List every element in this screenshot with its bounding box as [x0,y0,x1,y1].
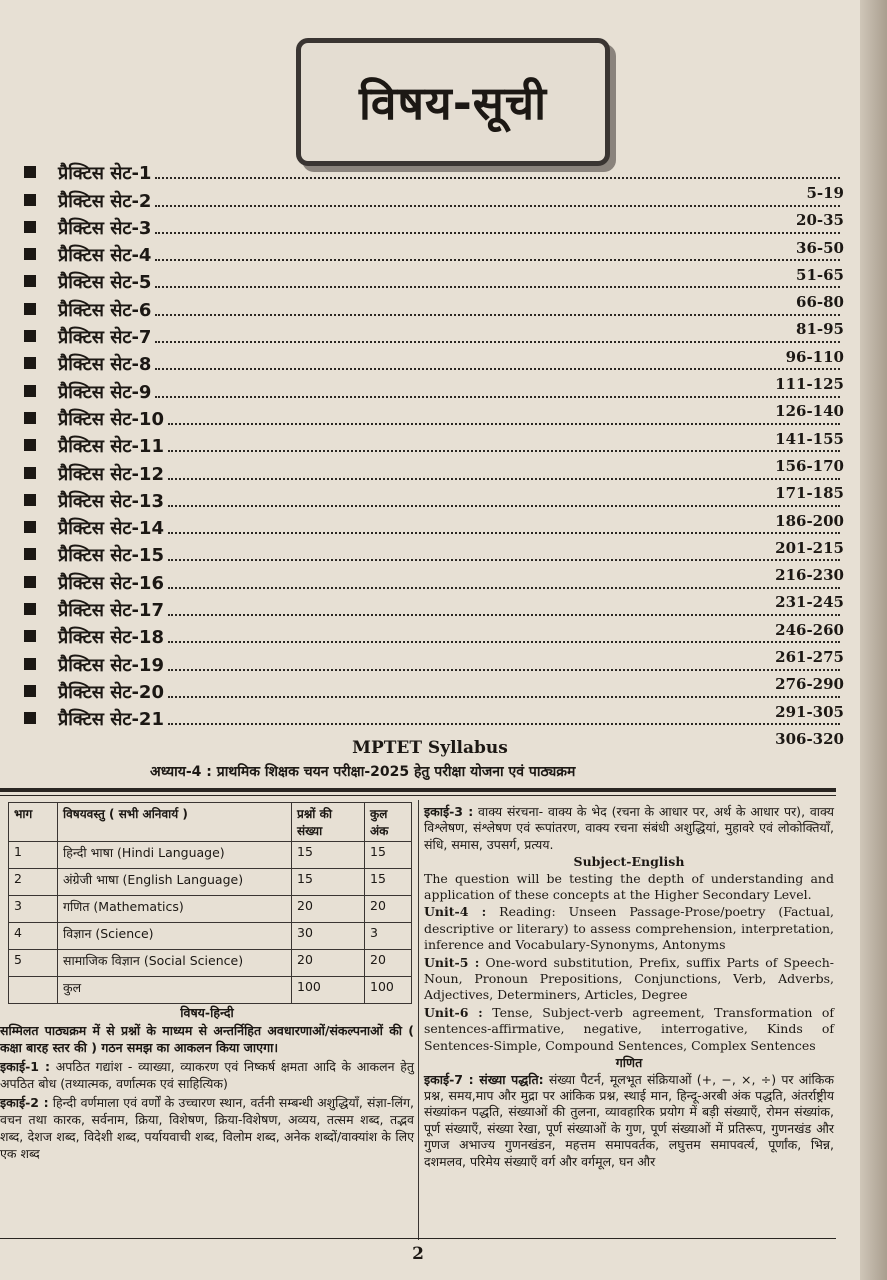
unit-3 [424,804,834,853]
toc-entry-label: प्रैक्टिस सेट-5 [58,272,152,294]
toc-page-range: 306-320 [775,729,844,748]
unit-1-text: अपठित गद्यांश - व्याख्या, व्याकरण एवं निष्कर्ष क्षमता आदि के आकलन हेतु अपठित बोध (तथ्यात्मक, वर्णात्मक एवं साहित्यिक) [0,1059,414,1091]
table-header-cell: भाग [9,803,58,842]
toc-page-range: 186-200 [775,511,844,530]
english-intro: The question will be testing the depth of understanding and application of these concepts at the Higher Secondary Level. [424,870,834,903]
table-row [9,896,412,923]
toc-leader-dots [168,641,840,643]
table-row [9,869,412,896]
square-bullet-icon [24,357,36,369]
divider-thick [0,788,836,792]
unit-1 [0,1058,414,1092]
toc-leader-dots [155,368,840,370]
table-cell: 100 [292,977,365,1004]
toc-entry-label: प्रैक्टिस सेट-11 [58,436,164,458]
unit-2-label: इकाई-2 : [0,1095,49,1110]
toc-entry-label: प्रैक्टिस सेट-13 [58,490,164,512]
toc-entry-label: प्रैक्टिस सेट-4 [58,245,152,267]
square-bullet-icon [24,548,36,560]
square-bullet-icon [24,630,36,642]
toc-leader-dots [168,505,840,507]
square-bullet-icon [24,275,36,287]
exam-scheme-table [8,802,412,1004]
syllabus-title: MPTET Syllabus [352,738,508,758]
table-row [9,842,412,869]
toc-leader-dots [168,478,840,480]
table-cell: 15 [365,869,412,896]
toc-entry-label: प्रैक्टिस सेट-7 [58,327,152,349]
toc-page-range: 20-35 [796,211,844,230]
toc-entry-label: प्रैक्टिस सेट-15 [58,545,164,567]
table-cell [9,977,58,1004]
toc-leader-dots [168,559,840,561]
toc-entry-label: प्रैक्टिस सेट-2 [58,190,152,212]
toc-leader-dots [168,614,840,616]
toc-page-range: 276-290 [775,675,844,694]
toc-page-range: 156-170 [775,456,844,475]
toc-entry-label: प्रैक्टिस सेट-20 [58,681,164,703]
unit-1-label: इकाई-1 : [0,1059,51,1074]
toc-leader-dots [168,723,840,725]
toc-entry-label: प्रैक्टिस सेट-19 [58,654,164,676]
toc-page-range: 291-305 [775,702,844,721]
footer-divider [0,1238,836,1239]
table-cell: 15 [292,869,365,896]
square-bullet-icon [24,385,36,397]
unit-4-text: Reading: Unseen Passage-Prose/poetry (Factual, descriptive or literary) to assess comprehension, interpretation, inference and Vocabulary-Synonyms, Antonyms [424,904,834,953]
square-bullet-icon [24,658,36,670]
table-cell: कुल [58,977,292,1004]
square-bullet-icon [24,330,36,342]
toc-leader-dots [155,396,840,398]
column-divider [418,800,419,1240]
table-header-cell: विषयवस्तु ( सभी अनिवार्य ) [58,803,292,842]
square-bullet-icon [24,685,36,697]
table-header-row [9,803,412,842]
unit-7-label: इकाई-7 : संख्या पद्धति: [424,1071,544,1087]
toc-page-range: 126-140 [775,402,844,421]
table-cell: विज्ञान (Science) [58,923,292,950]
toc-entry-label: प्रैक्टिस सेट-18 [58,627,164,649]
table-cell: गणित (Mathematics) [58,896,292,923]
toc-entry-label: प्रैक्टिस सेट-6 [58,299,152,321]
toc-leader-dots [155,259,840,261]
toc-page-range: 141-155 [775,429,844,448]
toc-leader-dots [155,341,840,343]
toc-page-range: 261-275 [775,648,844,667]
unit-2 [0,1094,414,1162]
unit-2-text: हिन्दी वर्णमाला एवं वर्णों के उच्चारण स्थान, वर्तनी सम्बन्धी अशुद्धियाँ, संज्ञा-लिंग, वचन तथा कारक, सर्वनाम, क्रिया, विशेषण, क्रिया-विशेषण, अव्यय, तत्सम शब्द, तद्भव शब्द, देशज शब्द, विदेशी शब्द, पर्यायवाची शब्द, विलोम शब्द, अनेक शब्दों/वाक्यांश के लिए एक शब्द [0,1095,414,1161]
unit-6-label: Unit-6 : [424,1004,483,1020]
toc-page-range: 111-125 [775,375,844,394]
square-bullet-icon [24,221,36,233]
toc-page-range: 66-80 [796,293,844,312]
next-page-edge [860,0,887,1280]
toc-page-range: 5-19 [806,184,844,202]
toc-entry-label: प्रैक्टिस सेट-1 [58,163,152,185]
square-bullet-icon [24,439,36,451]
table-cell: 3 [9,896,58,923]
table-cell: 30 [292,923,365,950]
toc-entry-label: प्रैक्टिस सेट-10 [58,408,164,430]
table-cell: 15 [365,842,412,869]
unit-3-text: वाक्य संरचना- वाक्य के भेद (रचना के आधार पर, अर्थ के आधार पर), वाक्य विश्लेषण, संश्लेषण एवं रूपांतरण, वाक्य रचना संबंधी अशुद्धियां, मुहावरे एवं लोकोक्तियाँ, संधि, समास, उपसर्ग, प्रत्यय. [424,804,834,852]
unit-5-text: One-word substitution, Prefix, suffix Parts of Speech-Noun, Pronoun Prepositions, Conjunctions, Verb, Adverbs, Adjectives, Determiners, Articles, Degree [424,954,834,1003]
toc-entry-label: प्रैक्टिस सेट-14 [58,518,164,540]
toc-entry-label: प्रैक्टिस सेट-21 [58,709,164,731]
table-cell: 20 [365,950,412,977]
square-bullet-icon [24,712,36,724]
unit-4-label: Unit-4 : [424,904,487,920]
square-bullet-icon [24,166,36,178]
toc-leader-dots [155,286,840,288]
square-bullet-icon [24,412,36,424]
toc-entry-label: प्रैक्टिस सेट-12 [58,463,164,485]
toc-entry-label: प्रैक्टिस सेट-17 [58,600,164,622]
unit-7 [424,1072,834,1170]
square-bullet-icon [24,494,36,506]
square-bullet-icon [24,521,36,533]
table-cell: हिन्दी भाषा (Hindi Language) [58,842,292,869]
table-cell: 4 [9,923,58,950]
toc-leader-dots [168,669,840,671]
unit-5 [424,955,834,1004]
syllabus-right-column [424,804,834,1171]
table-cell: 3 [365,923,412,950]
table-cell: 20 [292,896,365,923]
toc-page-range: 246-260 [775,620,844,639]
toc-page-range: 216-230 [775,566,844,585]
divider-thin [0,795,836,796]
toc-leader-dots [155,314,840,316]
toc-leader-dots [168,450,840,452]
table-cell: 20 [292,950,365,977]
unit-4 [424,904,834,953]
contents-title-box [296,38,610,166]
unit-6 [424,1005,834,1054]
toc-leader-dots [168,423,840,425]
square-bullet-icon [24,248,36,260]
table-row [9,950,412,977]
table-header-cell: कुल अंक [365,803,412,842]
toc-leader-dots [168,532,840,534]
toc-leader-dots [155,177,840,179]
hindi-subject-heading: विषय-हिन्दी [180,1005,234,1020]
square-bullet-icon [24,194,36,206]
table-cell: 20 [365,896,412,923]
page-number: 2 [412,1244,424,1264]
unit-5-label: Unit-5 : [424,954,480,970]
square-bullet-icon [24,603,36,615]
square-bullet-icon [24,303,36,315]
hindi-intro: सम्मिलत पाठ्यक्रम में से प्रश्नों के माध्यम से अन्तर्निहित अवधारणाओं/संकल्पनाओं की ( कक्षा बारह स्तर की ) गठन समझ का आकलन किया जाएगा। [0,1023,414,1055]
table-row [9,977,412,1004]
toc-leader-dots [168,587,840,589]
table-cell: 5 [9,950,58,977]
table-row [9,923,412,950]
toc-page-range: 36-50 [796,238,844,257]
toc-leader-dots [155,232,840,234]
table-cell: 2 [9,869,58,896]
english-subject-heading: Subject-English [573,854,685,870]
toc-page-range: 201-215 [775,538,844,557]
toc-page-range: 96-110 [785,347,844,366]
toc-page-range: 171-185 [775,484,844,503]
math-subject-heading: गणित [615,1055,643,1071]
hindi-syllabus-column [0,1004,414,1164]
toc-leader-dots [155,205,840,207]
square-bullet-icon [24,467,36,479]
toc-page-range: 51-65 [796,265,844,284]
toc-page-range: 231-245 [775,593,844,612]
toc-page-range: 81-95 [796,320,844,339]
table-cell: 100 [365,977,412,1004]
table-cell: 15 [292,842,365,869]
unit-7-text: संख्या पैटर्न, मूलभूत संक्रियाओं (+, −, ×, ÷) पर आंकिक प्रश्न, समय,माप और मुद्रा पर आंकिक प्रश्न, स्थाई मान, हिन्दू-अरबी अंक पद्धति, अंतर्राष्ट्रीय संख्यांकन पद्धति, संख्याओं की तुलना, व्यावहारिक प्रयोग में बड़ी संख्याएँ, रोमन संख्यांक, पूर्ण संख्याएँ, संख्या रेखा, पूर्ण संख्याओं के गुण, पूर्ण संख्याओं में प्रतिरूप, गुणनखंड और गुणज अभाज्य गुणनखंडन, महत्तम समापवर्तक, लघुत्तम समापवर्त्य, पूर्णांक, भिन्न, दशमलव, परिमेय संख्याएँ वर्ग और वर्गमूल, घन और [424,1071,834,1169]
toc-entry-label: प्रैक्टिस सेट-3 [58,217,152,239]
chapter-heading: अध्याय-4 : प्राथमिक शिक्षक चयन परीक्षा-2025 हेतु परीक्षा योजना एवं पाठ्यक्रम [150,764,576,780]
toc-entry-label: प्रैक्टिस सेट-16 [58,572,164,594]
contents-title: विषय-सूची [358,76,548,130]
table-cell: अंग्रेजी भाषा (English Language) [58,869,292,896]
square-bullet-icon [24,576,36,588]
toc-entry-label: प्रैक्टिस सेट-9 [58,381,152,403]
table-cell: सामाजिक विज्ञान (Social Science) [58,950,292,977]
unit-3-label: इकाई-3 : [424,804,474,819]
table-header-cell: प्रश्नों की संख्या [292,803,365,842]
unit-6-text: Tense, Subject-verb agreement, Transformation of sentences-affirmative, negative, interrogative, Kinds of Sentences-Simple, Compound Sentences, Complex Sentences [424,1004,834,1053]
toc-entry-label: प्रैक्टिस सेट-8 [58,354,152,376]
toc-leader-dots [168,696,840,698]
table-cell: 1 [9,842,58,869]
